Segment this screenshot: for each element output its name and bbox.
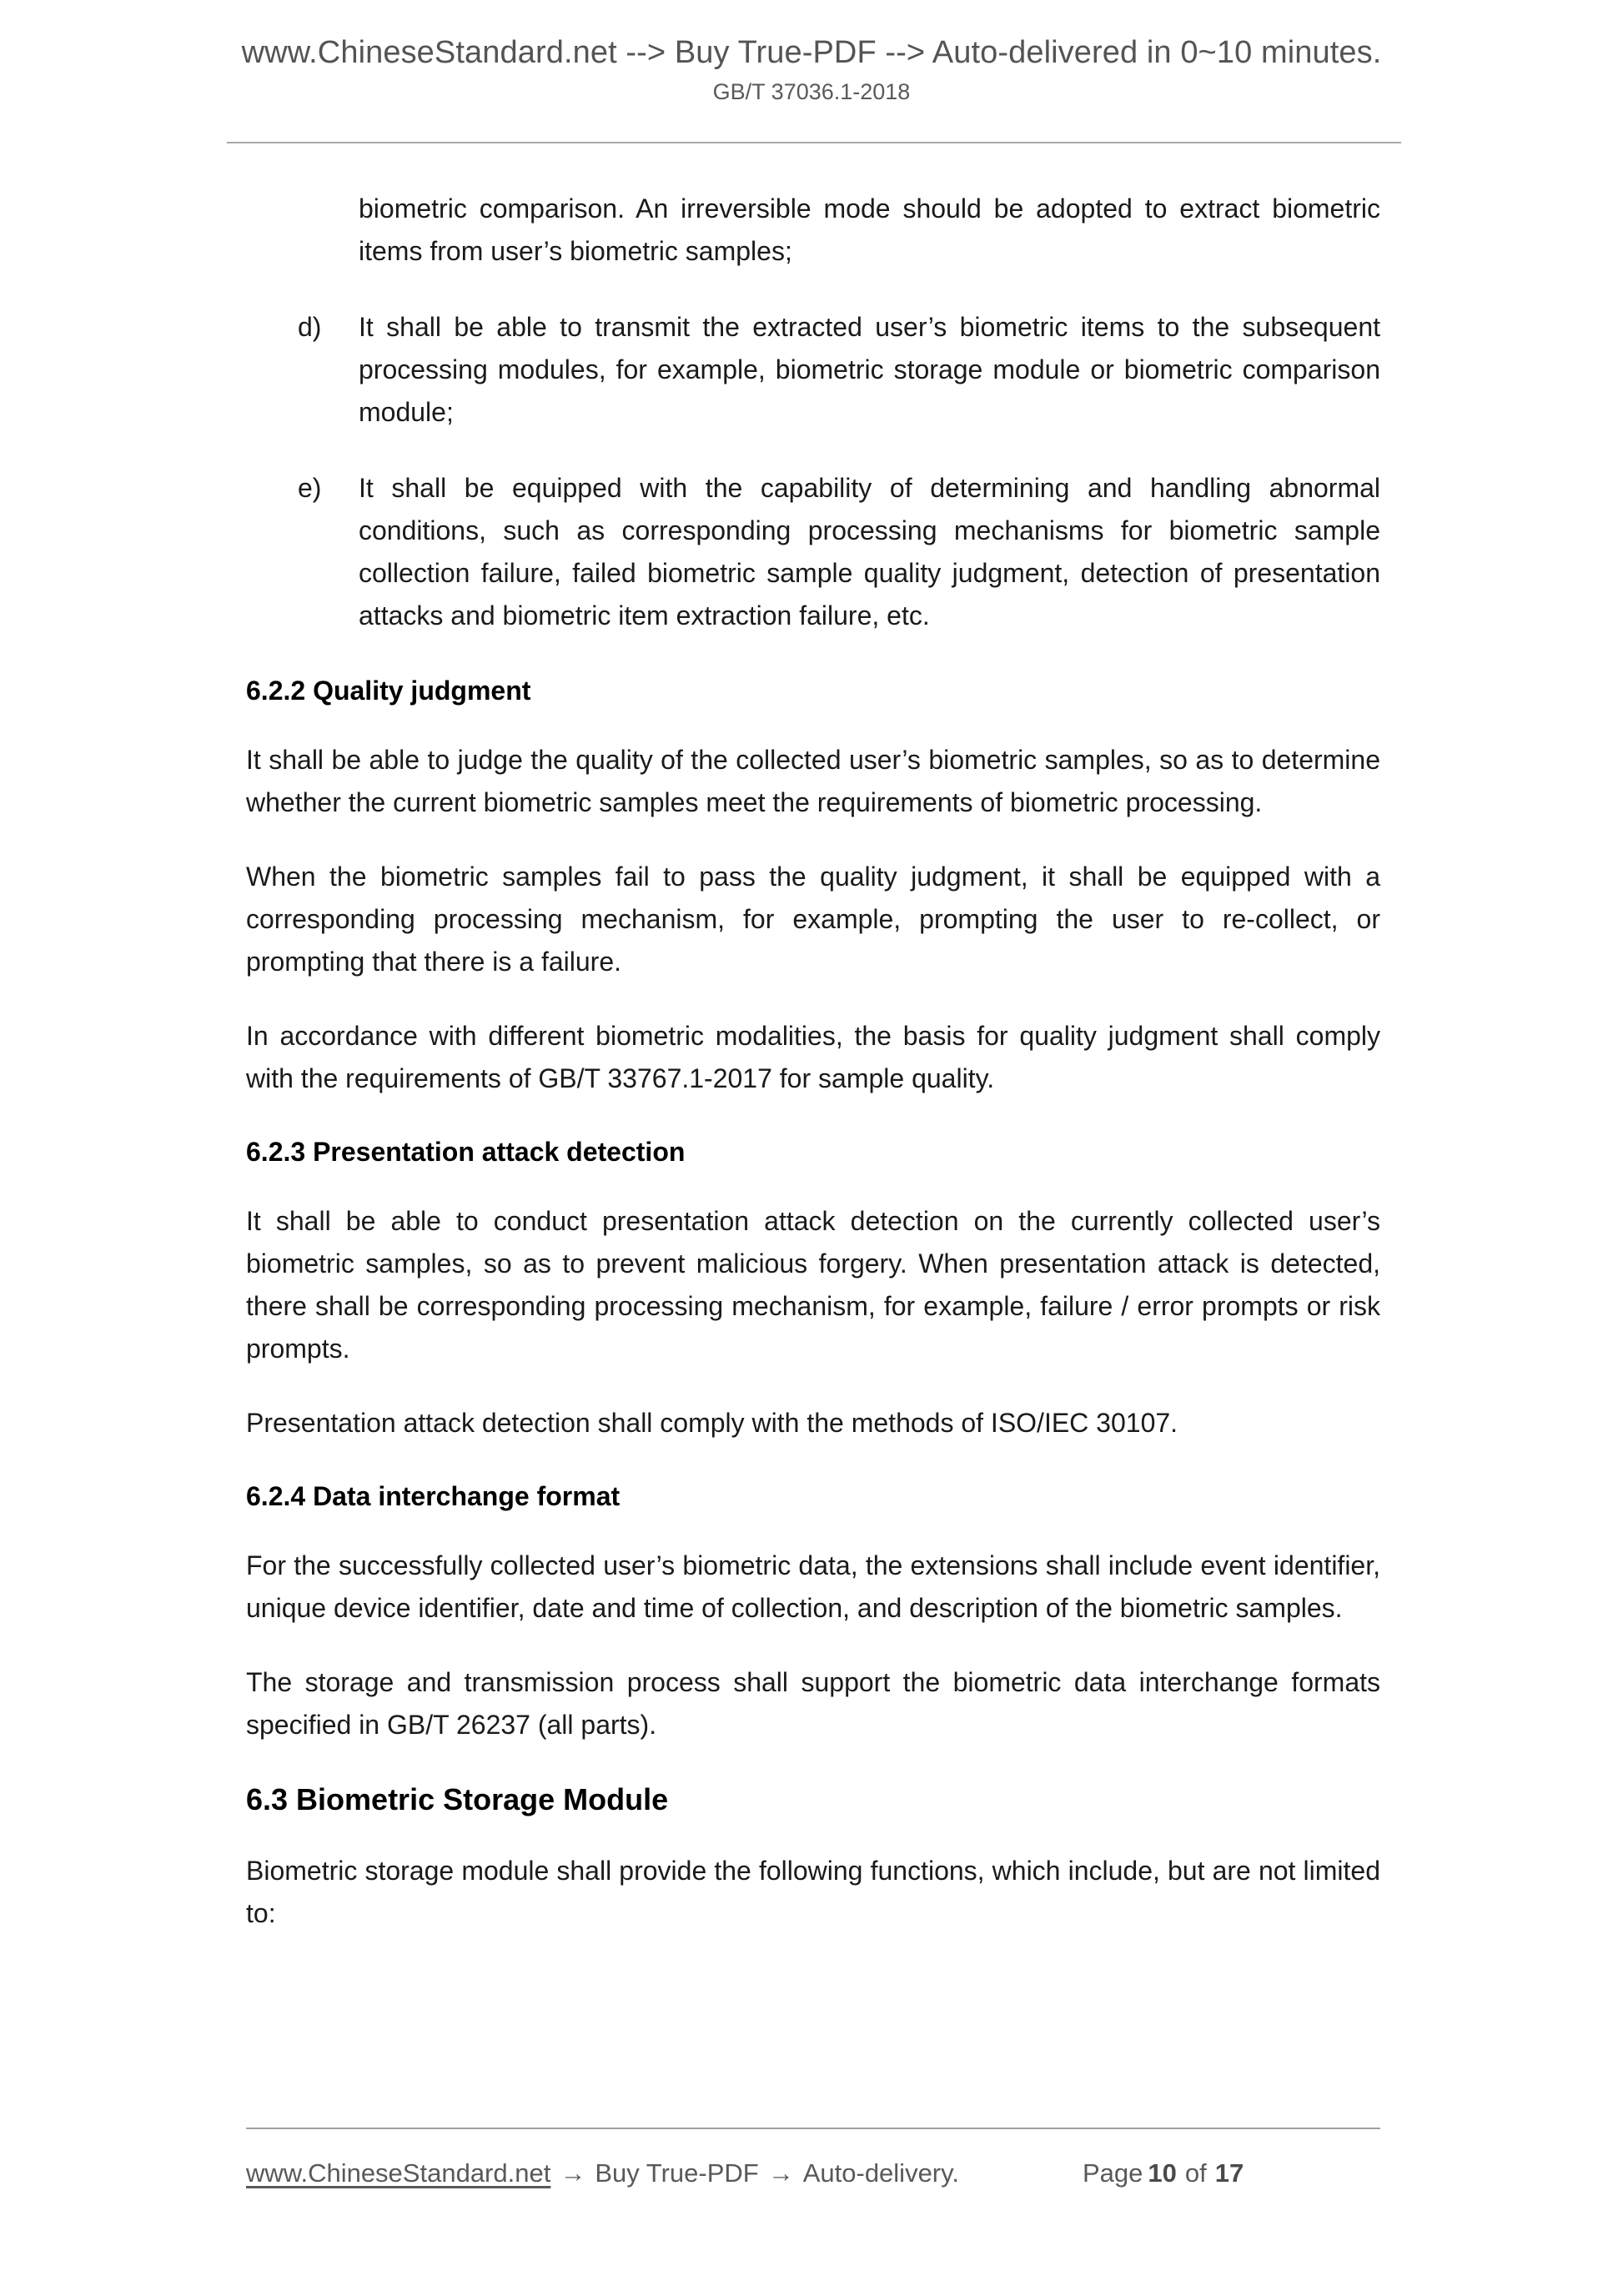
page-indicator — [1083, 2157, 1249, 2190]
section-paragraph: Presentation attack detection shall comply with the methods of ISO/IEC 30107. — [246, 1408, 1178, 1438]
list-item — [246, 467, 1380, 637]
list-item-marker: e) — [298, 473, 322, 503]
page-header — [0, 33, 1623, 105]
footer-buy-label: Buy True-PDF — [595, 2158, 759, 2188]
section-paragraph: The storage and transmission process shall support the biometric data interchange formats specified in GB/T 26237 (all parts). — [246, 1667, 1380, 1740]
arrow-right-icon: → — [560, 2158, 586, 2188]
continued-paragraph: biometric comparison. An irreversible mode should be adopted to extract biometric items from user’s biometric samples; — [359, 193, 1380, 266]
section-paragraph: It shall be able to judge the quality of the collected user’s biometric samples, so as to determine whether the current biometric samples meet the requirements of biometric processing. — [246, 745, 1380, 817]
header-standard-number: GB/T 37036.1-2018 — [712, 78, 911, 104]
list-item — [246, 306, 1380, 434]
page-footer — [246, 2157, 1380, 2190]
section-heading-6-2-3: 6.2.3 Presentation attack detection — [246, 1137, 686, 1167]
list-item-text: It shall be equipped with the capability of determining and handling abnormal conditions, such as corresponding processing mechanisms for biometric sample collection failure, failed biometric sample quality judgment, detection of presentation attacks and biometric item extraction failure, etc. — [359, 473, 1380, 631]
list-item-text: It shall be able to transmit the extracted user’s biometric items to the subsequent processing modules, for example, biometric storage module or biometric comparison module; — [359, 312, 1380, 427]
footer-delivery-label: Auto-delivery. — [802, 2158, 959, 2188]
footer-website-link[interactable]: www.ChineseStandard.net — [246, 2158, 551, 2188]
page-of-label: of — [1184, 2158, 1207, 2188]
section-paragraph: For the successfully collected user’s biometric data, the extensions shall include event identifier, unique device identifier, date and time of collection, and description of the biometric samples. — [246, 1550, 1380, 1623]
document-body — [246, 188, 1380, 1967]
page-label: Page — [1082, 2158, 1143, 2188]
section-heading-6-3: 6.3 Biometric Storage Module — [246, 1782, 669, 1816]
section-paragraph: It shall be able to conduct presentation attack detection on the currently collected user’s biometric samples, so as to prevent malicious forgery. When presentation attack is detected, there shall be corresponding processing mechanism, for example, failure / error prompts or risk prompts. — [246, 1206, 1380, 1364]
section-paragraph: When the biometric samples fail to pass the quality judgment, it shall be equipped with a corresponding processing mechanism, for example, prompting the user to re-collect, or prompting that there is a failure. — [246, 862, 1380, 977]
section-paragraph: Biometric storage module shall provide the following functions, which include, but are not limited to: — [246, 1856, 1380, 1928]
list-item-marker: d) — [298, 312, 322, 342]
total-page-number: 17 — [1214, 2158, 1244, 2188]
section-paragraph: In accordance with different biometric modalities, the basis for quality judgment shall comply with the requirements of GB/T 33767.1-2017 for sample quality. — [246, 1021, 1380, 1093]
current-page-number: 10 — [1148, 2158, 1177, 2188]
header-divider — [227, 142, 1401, 143]
footer-divider — [246, 2128, 1380, 2129]
arrow-right-icon: → — [767, 2158, 794, 2188]
section-heading-6-2-2: 6.2.2 Quality judgment — [246, 676, 531, 706]
section-heading-6-2-4: 6.2.4 Data interchange format — [246, 1481, 621, 1511]
header-promo-text: www.ChineseStandard.net --> Buy True-PDF --> Auto-delivered in 0~10 minutes. — [241, 35, 1382, 70]
